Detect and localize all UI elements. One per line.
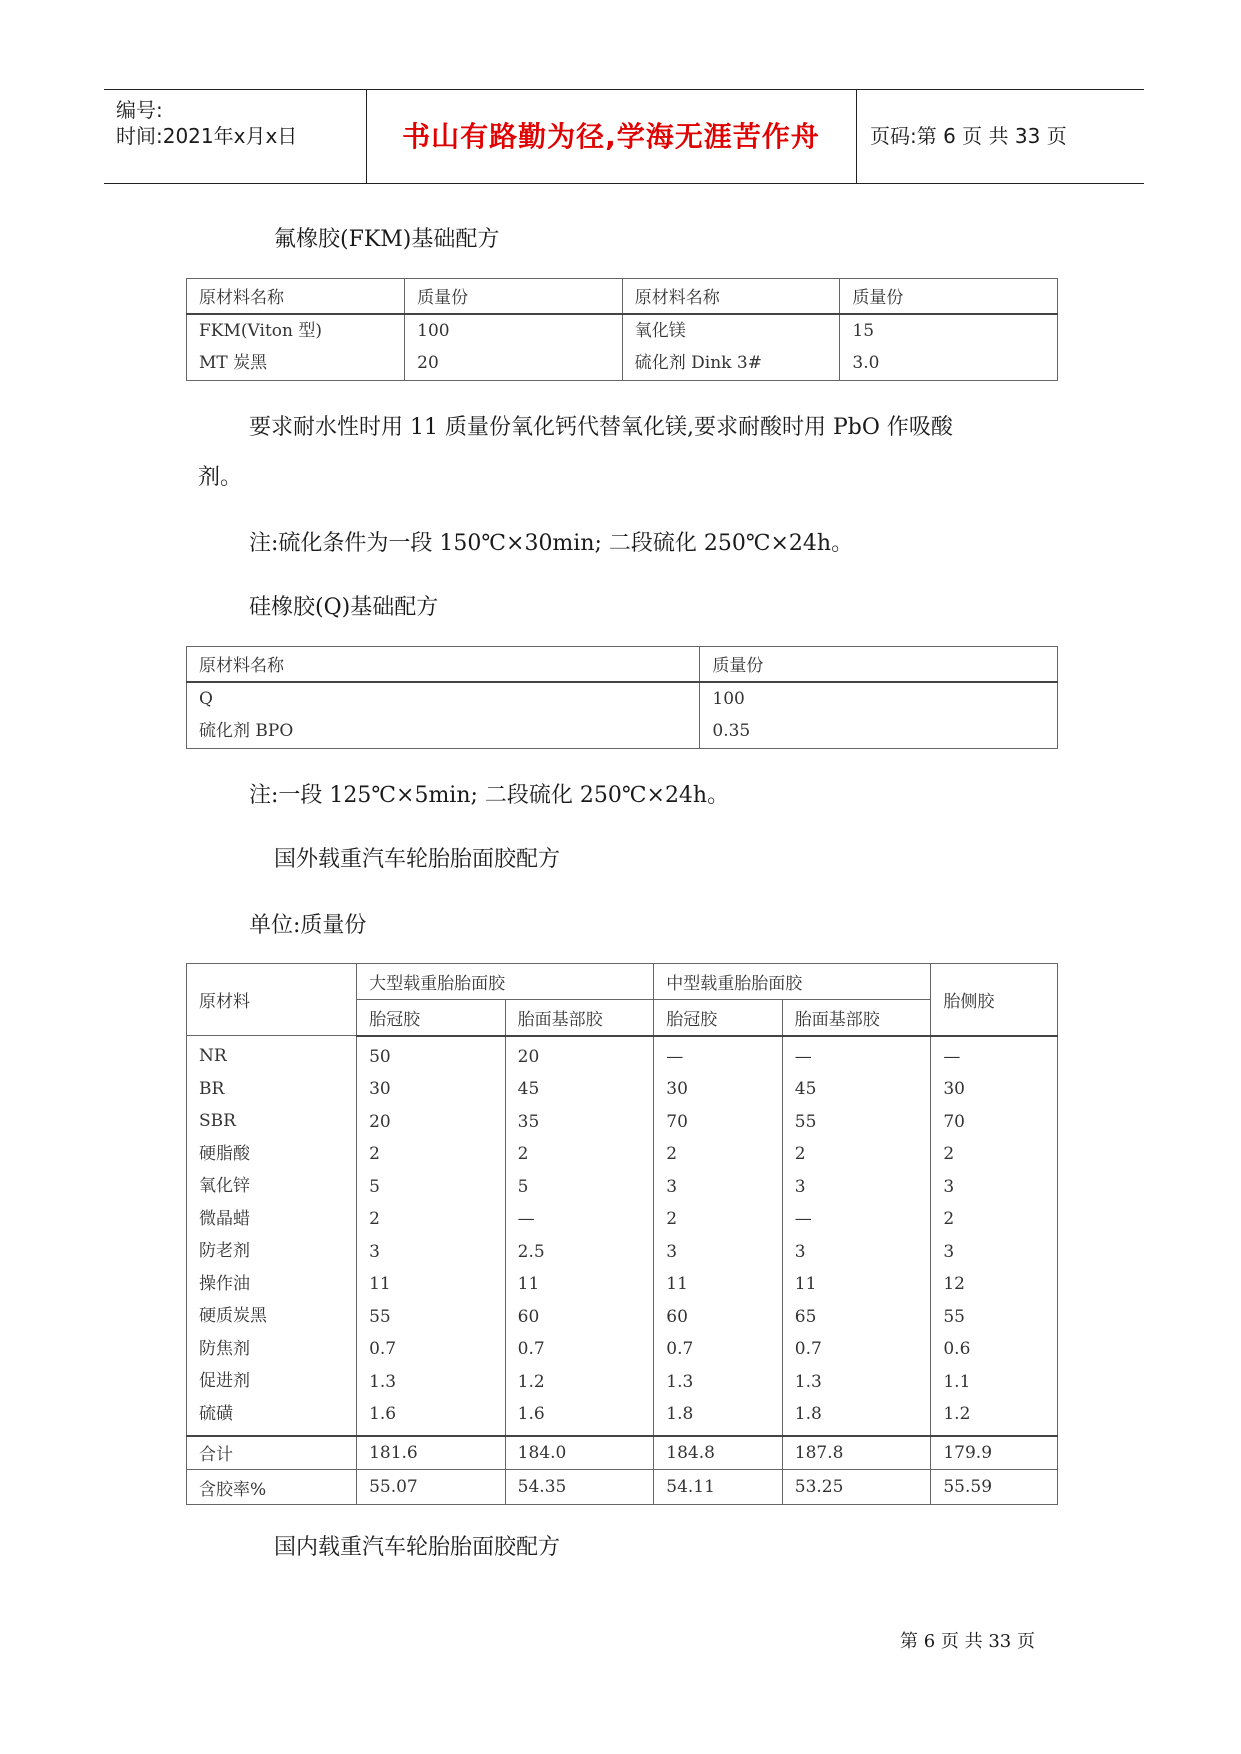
table-cell: 54.35 xyxy=(505,1470,654,1505)
q-table xyxy=(186,646,1058,749)
table-cell: 184.0 xyxy=(505,1436,654,1470)
table-header-row xyxy=(187,964,1058,1000)
table-cell: 100 0.35 xyxy=(700,682,1058,749)
materials-column: NR BR SBR 硬脂酸 氧化锌 微晶蜡 防老剂 操作油 硬质炭黑 防焦剂 促进剂 硫磺 xyxy=(187,1036,357,1436)
table-cell: 100 20 xyxy=(405,314,623,381)
fkm-table xyxy=(186,278,1058,381)
table-header-cell: 胎面基部胶 xyxy=(782,1000,931,1036)
table-header-cell: 原材料名称 xyxy=(187,647,700,682)
unit-label: 单位:质量份 xyxy=(249,913,367,938)
table-cell: 187.8 xyxy=(782,1436,931,1470)
header-motto: 书山有路勤为径,学海无涯苦作舟 xyxy=(366,90,857,183)
table-cell: 179.9 xyxy=(931,1436,1058,1470)
table-row xyxy=(187,682,1058,749)
table-cell: 184.8 xyxy=(654,1436,783,1470)
table-header-cell: 大型载重胎胎面胶 xyxy=(357,964,654,1000)
table-cell: 氧化镁 硫化剂 Dink 3# xyxy=(622,314,840,381)
medium-crown-column: — 30 70 2 3 2 3 11 60 0.7 1.3 1.8 xyxy=(654,1036,783,1436)
table-header-cell: 胎冠胶 xyxy=(357,1000,506,1036)
table-header-cell: 中型载重胎胎面胶 xyxy=(654,964,931,1000)
q-title: 硅橡胶(Q)基础配方 xyxy=(249,595,439,620)
doc-date: 时间:2021年x月x日 xyxy=(116,124,298,148)
table-cell: 合计 xyxy=(187,1436,357,1470)
large-base-column: 20 45 35 2 5 — 2.5 11 60 0.7 1.2 1.6 xyxy=(505,1036,654,1436)
table-cell: 53.25 xyxy=(782,1470,931,1505)
large-crown-column: 50 30 20 2 5 2 3 11 55 0.7 1.3 1.6 xyxy=(357,1036,506,1436)
table-row xyxy=(187,314,1058,381)
table-cell: 55.07 xyxy=(357,1470,506,1505)
total-row xyxy=(187,1436,1058,1470)
foreign-tire-title: 国外载重汽车轮胎胎面胶配方 xyxy=(274,847,561,872)
table-cell: 55.59 xyxy=(931,1470,1058,1505)
table-header-cell: 质量份 xyxy=(700,647,1058,682)
table-cell: 181.6 xyxy=(357,1436,506,1470)
header-meta xyxy=(104,90,367,183)
table-row xyxy=(187,1036,1058,1436)
table-header-cell: 原材料名称 xyxy=(187,279,405,314)
fkm-note-line-2: 剂。 xyxy=(198,465,243,490)
table-header-cell: 胎侧胶 xyxy=(931,964,1058,1036)
table-header-cell: 胎冠胶 xyxy=(654,1000,783,1036)
table-header-row xyxy=(187,279,1058,314)
medium-base-column: — 45 55 2 3 — 3 11 65 0.7 1.3 1.8 xyxy=(782,1036,931,1436)
sidewall-column: — 30 70 2 3 2 3 12 55 0.6 1.1 1.2 xyxy=(931,1036,1058,1436)
q-cure-note: 注:一段 125℃×5min; 二段硫化 250℃×24h。 xyxy=(249,783,730,808)
table-cell: 含胶率% xyxy=(187,1470,357,1505)
fkm-note-line-1: 要求耐水性时用 11 质量份氧化钙代替氧化镁,要求耐酸时用 PbO 作吸酸 xyxy=(249,415,953,440)
rubber-content-row xyxy=(187,1470,1058,1505)
page-footer: 第 6 页 共 33 页 xyxy=(900,1631,1035,1652)
table-header-cell: 原材料 xyxy=(187,964,357,1036)
table-header-cell: 原材料名称 xyxy=(622,279,840,314)
table-header-row xyxy=(187,647,1058,682)
domestic-tire-title: 国内载重汽车轮胎胎面胶配方 xyxy=(274,1535,561,1560)
tire-tread-table xyxy=(186,963,1058,1505)
table-header-cell: 质量份 xyxy=(840,279,1058,314)
table-cell: FKM(Viton 型) MT 炭黑 xyxy=(187,314,405,381)
fkm-cure-note: 注:硫化条件为一段 150℃×30min; 二段硫化 250℃×24h。 xyxy=(249,531,854,556)
table-header-cell: 胎面基部胶 xyxy=(505,1000,654,1036)
table-cell: Q 硫化剂 BPO xyxy=(187,682,700,749)
header-page-number: 页码:第 6 页 共 33 页 xyxy=(870,124,1067,148)
table-header-cell: 质量份 xyxy=(405,279,623,314)
page-header xyxy=(104,89,1144,184)
table-cell: 15 3.0 xyxy=(840,314,1058,381)
fkm-title: 氟橡胶(FKM)基础配方 xyxy=(274,227,500,252)
doc-number-label: 编号: xyxy=(116,98,163,122)
table-cell: 54.11 xyxy=(654,1470,783,1505)
